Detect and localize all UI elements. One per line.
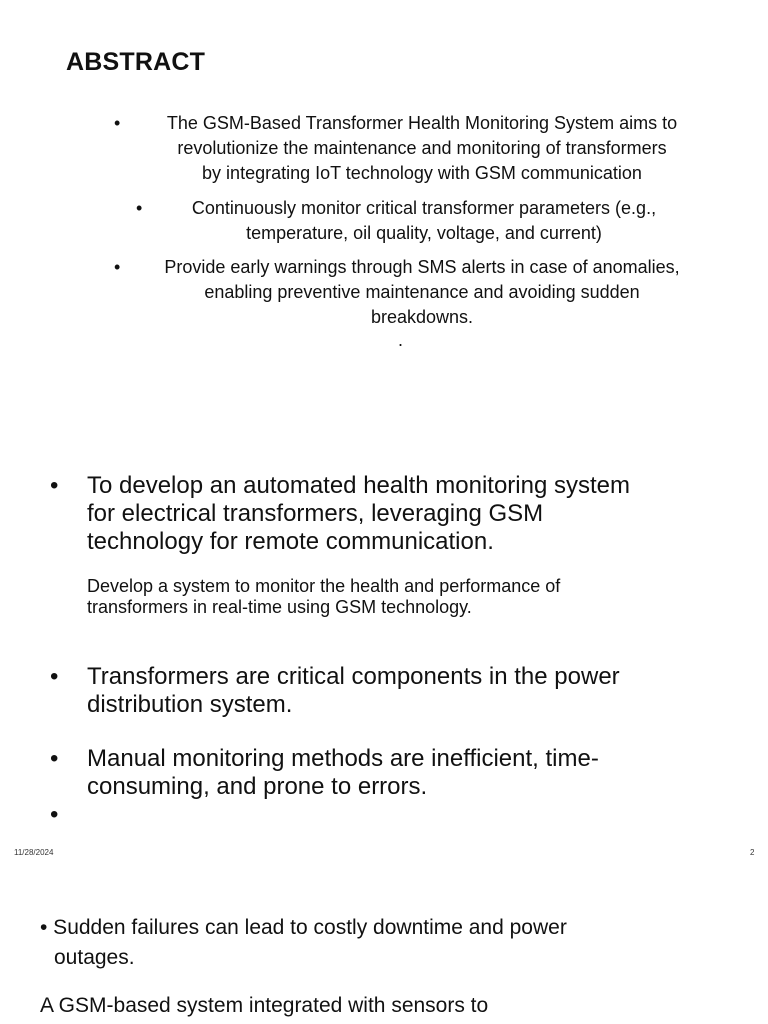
objective-text [87,472,727,556]
bullet-dot: • [50,745,59,772]
bullet-dot: • [136,198,143,218]
bullet-dot: • [114,257,121,277]
empty-bullet: • [50,801,59,828]
objective-subtext [87,576,727,618]
text-line: consuming, and prone to errors. [87,773,428,800]
next-page-paragraph: A GSM-based system integrated with sensors to [40,994,489,1017]
text-line: enabling preventive maintenance and avoiding sudden [204,282,640,302]
text-line: revolutionize the maintenance and monitoring of transformers [177,138,667,158]
text-line: Manual monitoring methods are inefficient, time- [87,745,599,772]
text-line: distribution system. [87,691,293,718]
problem-bullet-text [87,663,737,719]
problem-bullet-text [87,745,737,801]
abstract-bullet-text [150,196,698,246]
text-line: Provide early warnings through SMS alerts in case of anomalies, [164,257,680,277]
text-line: technology for remote communication. [87,528,494,555]
abstract-bullet-text [130,111,714,186]
text-line: temperature, oil quality, voltage, and current) [246,223,602,243]
footer-date: 11/28/2024 [14,848,54,857]
next-page-bullet [40,913,760,973]
text-line: for electrical transformers, leveraging GSM [87,500,544,527]
abstract-bullet-text [130,255,714,330]
text-line: by integrating IoT technology with GSM communication [202,163,642,183]
text-line: transformers in real-time using GSM technology. [87,597,472,617]
trailing-dot: . [398,330,404,350]
bullet-dot: • [50,472,59,499]
text-line: Continuously monitor critical transformer parameters (e.g., [191,198,657,218]
text-line: breakdowns. [370,307,474,327]
text-line: Develop a system to monitor the health and performance of [87,576,561,596]
text-line: The GSM-Based Transformer Health Monitoring System aims to [166,113,678,133]
bullet-dot: • [50,663,59,690]
footer-page-number: 2 [750,848,755,857]
text-line: To develop an automated health monitoring system [87,472,630,499]
page-title: ABSTRACT [66,48,206,76]
text-line: outages. [54,946,135,969]
bullet-dot: • [114,113,121,133]
text-line: Transformers are critical components in the power [87,663,620,690]
text-line: • Sudden failures can lead to costly downtime and power [40,916,567,939]
